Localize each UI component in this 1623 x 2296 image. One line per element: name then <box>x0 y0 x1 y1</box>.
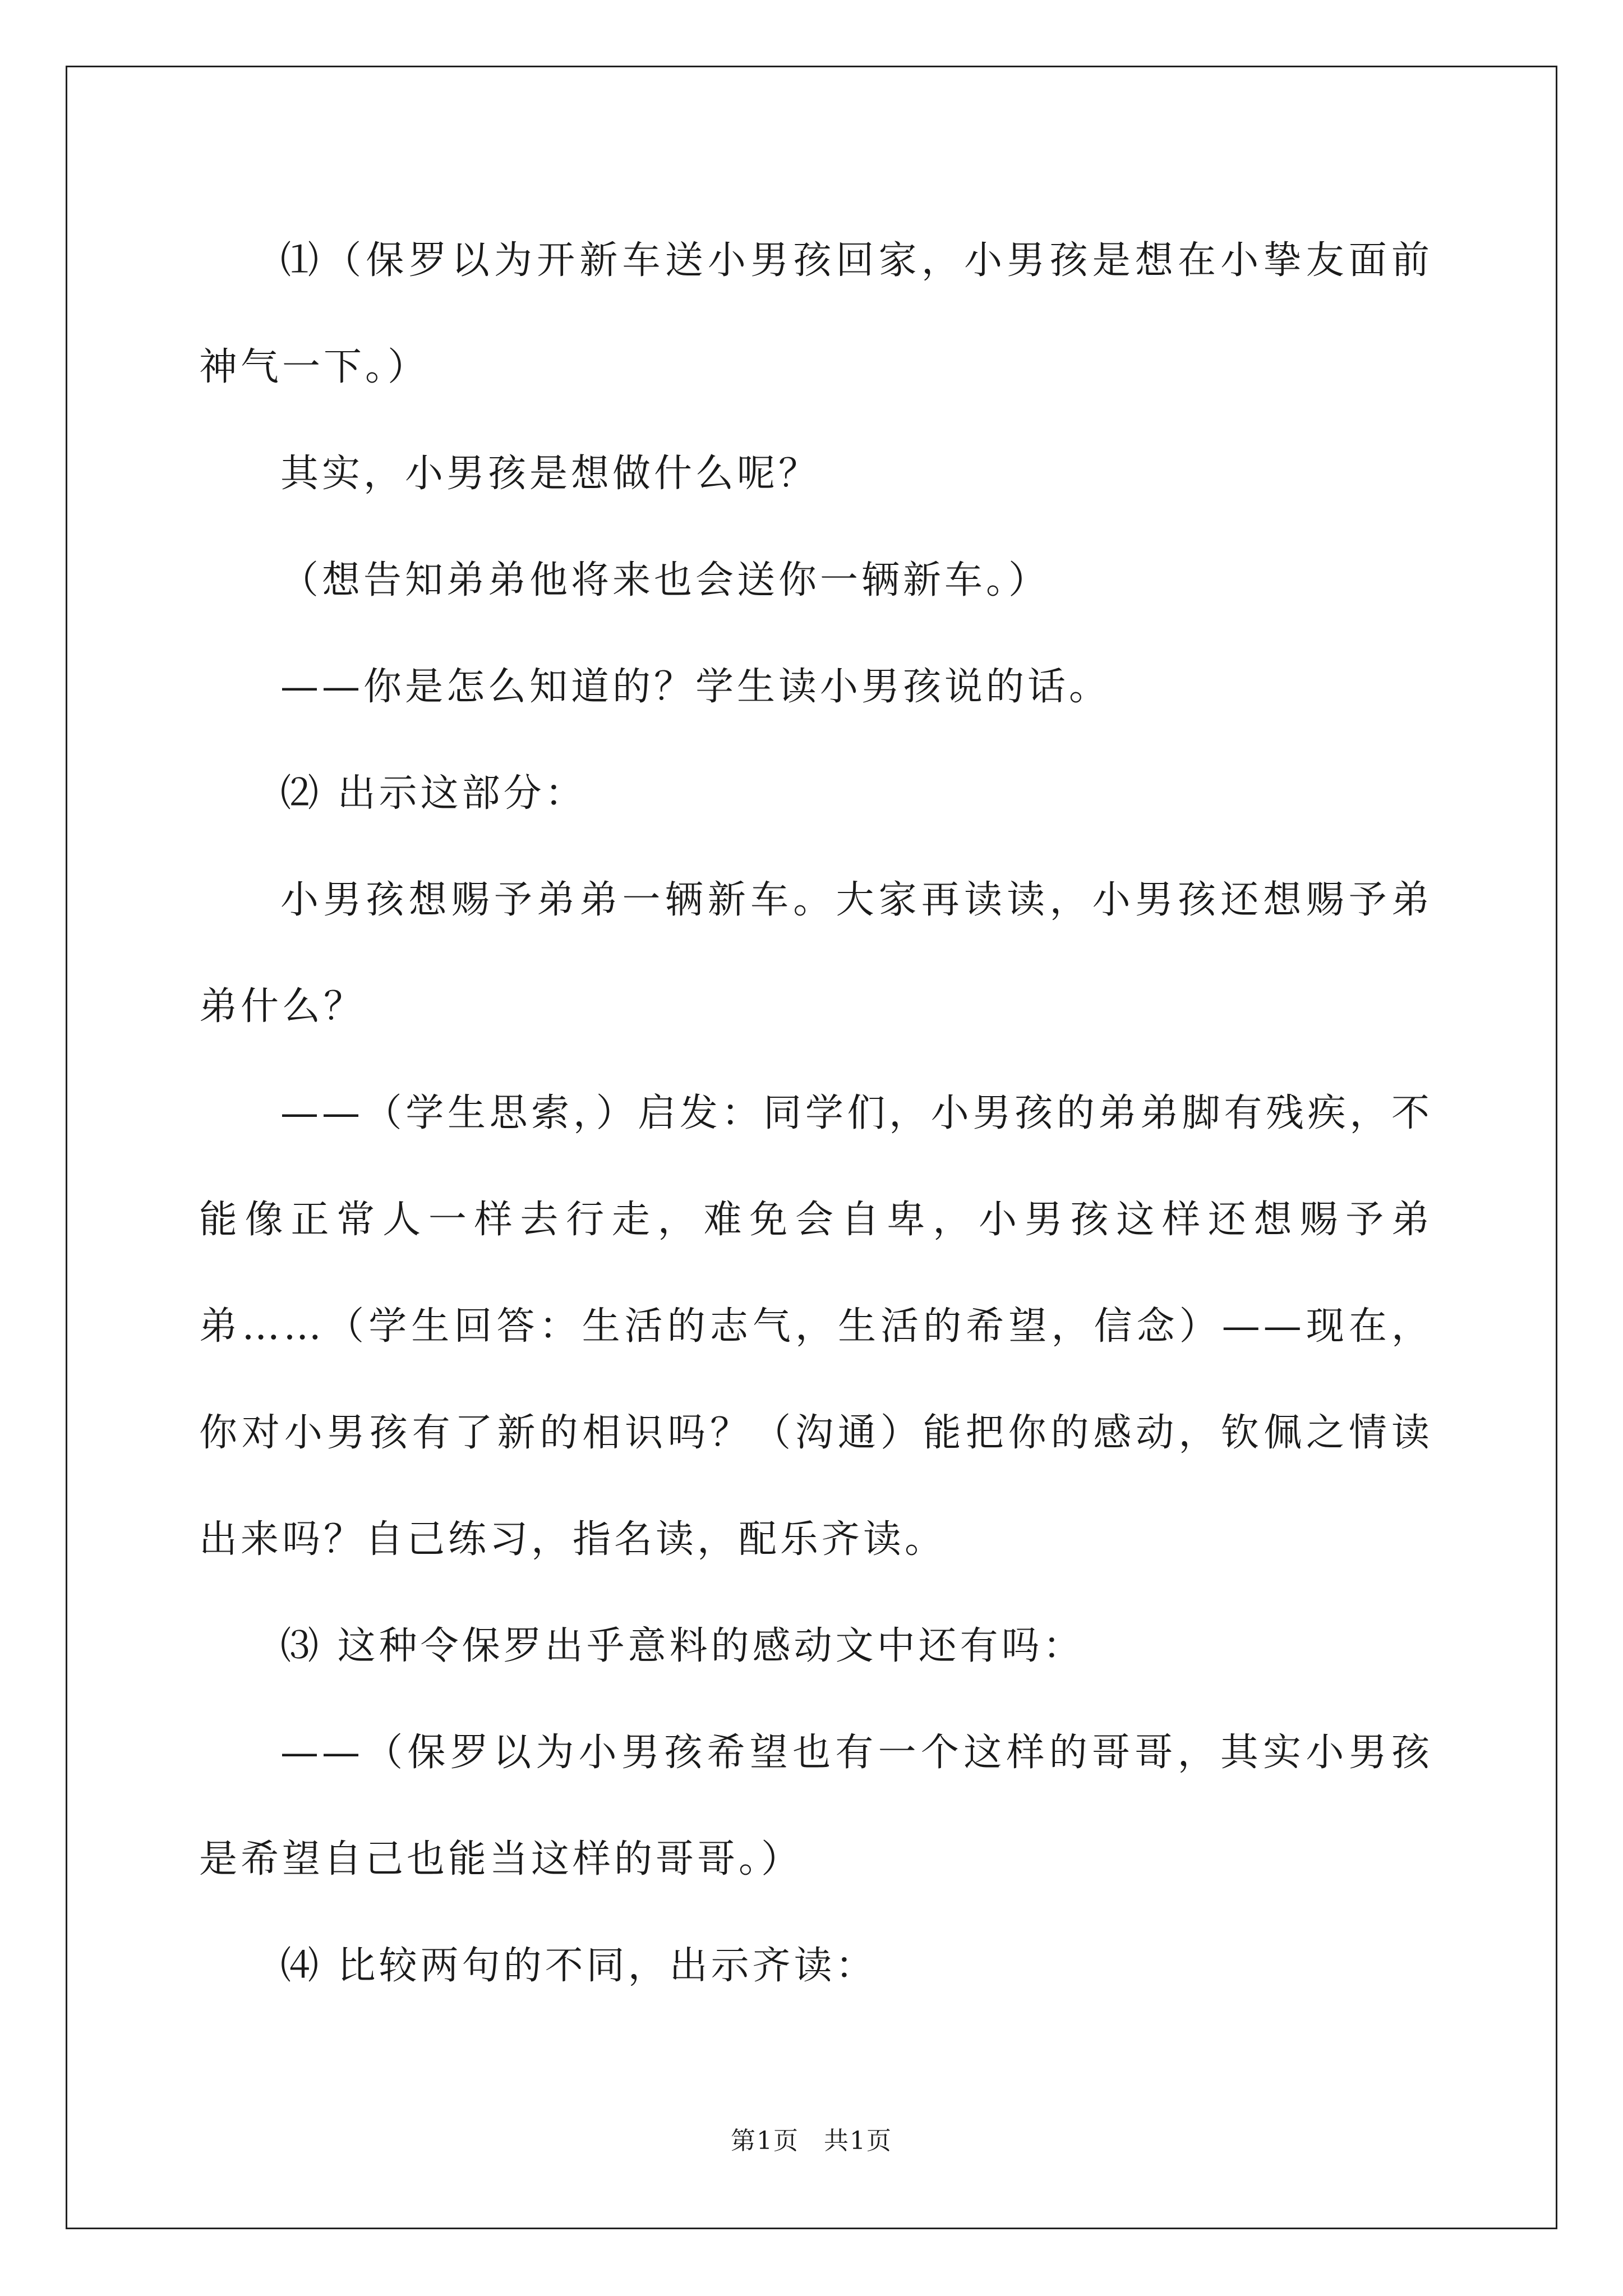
paragraph: ——（保罗以为小男孩希望也有一个这样的哥哥，其实小男孩是希望自己也能当这样的哥哥。） <box>199 1731 1433 1881</box>
paragraph: ⑷ 比较两句的不同，出示齐读： <box>280 1944 877 1988</box>
paragraph: （想告知弟弟他将来也会送你一辆新车。） <box>280 558 1050 602</box>
page-number: 第1页 <box>731 2127 799 2155</box>
paragraph: ⑴（保罗以为开新车送小男孩回家，小男孩是想在小挚友面前神气一下。） <box>199 238 1433 389</box>
page-total: 共1页 <box>824 2127 892 2155</box>
paragraph: 其实，小男孩是想做什么呢？ <box>280 452 820 496</box>
paragraph: ⑶ 这种令保罗出乎意料的感动文中还有吗： <box>280 1624 1085 1668</box>
paragraph: ——（学生思索，）启发：同学们，小男孩的弟弟脚有残疾，不能像正常人一样去行走，难免会自卑，小男孩这样还想赐予弟弟……（学生回答：生活的志气，生活的希望，信念）——现在，你对小男孩有了新的相识吗？（沟通）能把你的感动，钦佩之情读出来吗？自己练习，指名读，配乐齐读。 <box>199 1091 1433 1562</box>
document-body <box>199 208 1433 2019</box>
paragraph: ——你是怎么知道的？学生读小男孩说的话。 <box>280 665 1111 709</box>
page-footer <box>0 2120 1623 2156</box>
paragraph: 小男孩想赐予弟弟一辆新车。大家再读读，小男孩还想赐予弟弟什么？ <box>199 878 1433 1029</box>
paragraph: ⑵ 出示这部分： <box>280 771 587 816</box>
